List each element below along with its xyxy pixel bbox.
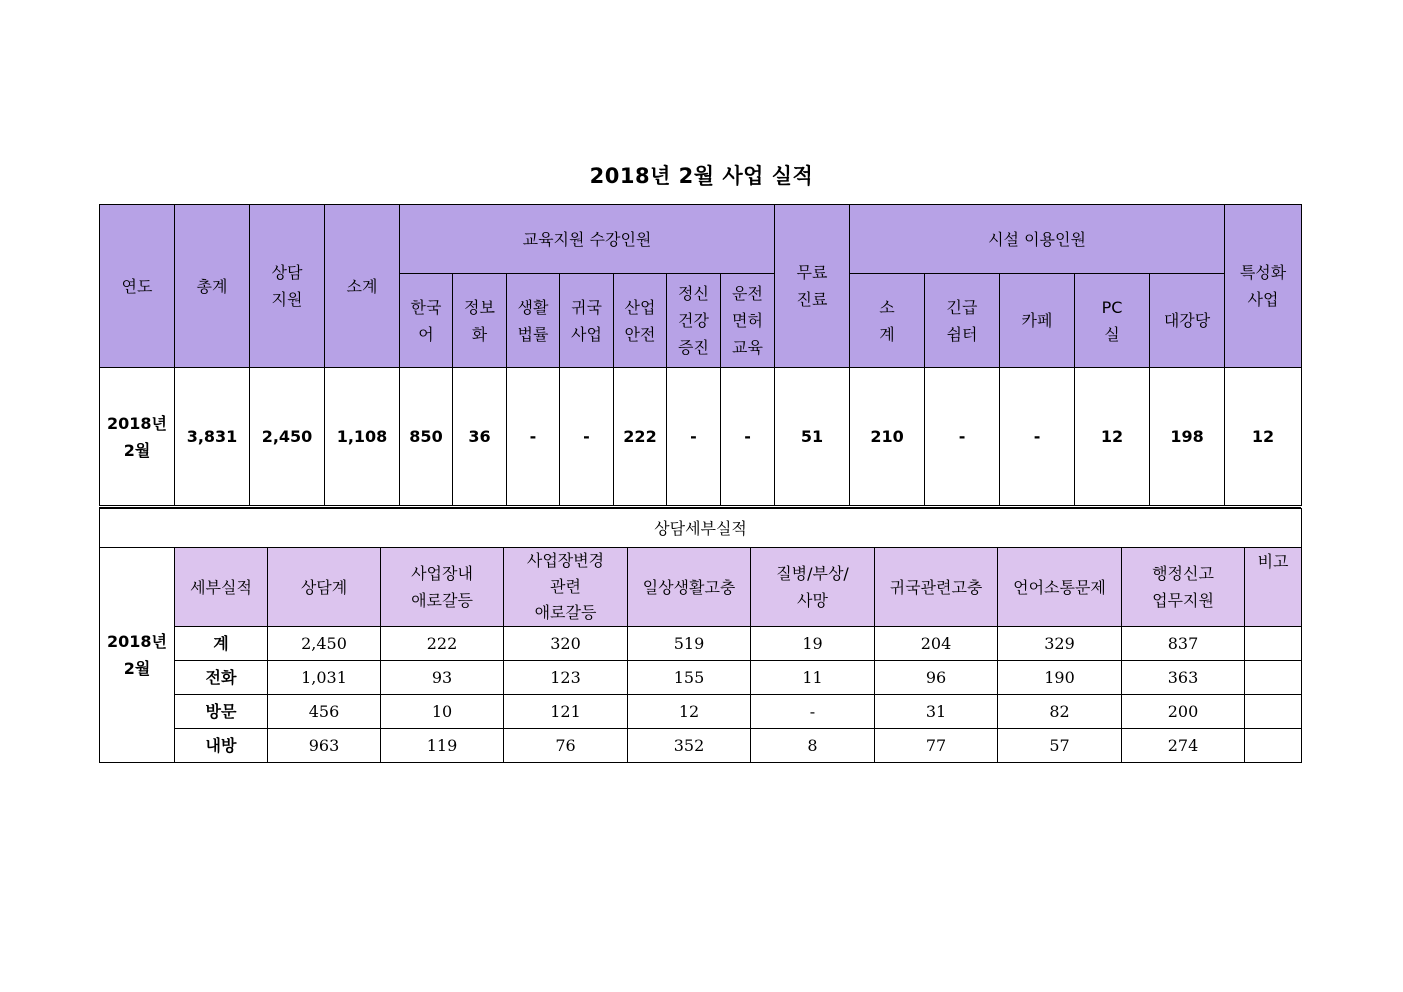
- detail-table: [99, 508, 1302, 763]
- detail-header-remarks: 비고: [1245, 548, 1302, 627]
- header-edu-group: 교육지원 수강인원: [400, 205, 775, 274]
- table-cell: 31: [875, 695, 998, 729]
- page-title: 2018년 2월 사업 실적: [589, 164, 814, 188]
- table-cell: 320: [504, 627, 628, 661]
- detail-header-counsel-total: 상담계: [268, 548, 381, 627]
- table-cell: 155: [628, 661, 751, 695]
- header-free-med: 무료 진료: [775, 205, 850, 368]
- header-counsel: 상담 지원: [250, 205, 325, 368]
- detail-header-language: 언어소통문제: [998, 548, 1122, 627]
- summary-data-row: [100, 368, 1302, 506]
- header-edu-law: 생활 법률: [507, 274, 560, 368]
- table-cell: 456: [268, 695, 381, 729]
- table-cell: 76: [504, 729, 628, 763]
- table-cell: 12: [628, 695, 751, 729]
- header-edu-mental: 정신 건강 증진: [667, 274, 721, 368]
- table-cell: 204: [875, 627, 998, 661]
- table-cell: 8: [751, 729, 875, 763]
- table-cell: 837: [1122, 627, 1245, 661]
- table-row: [100, 627, 1302, 661]
- detail-header-daily-life: 일상생활고충: [628, 548, 751, 627]
- cell-fac-pc: 12: [1075, 368, 1150, 506]
- table-cell: 123: [504, 661, 628, 695]
- table-cell: 93: [381, 661, 504, 695]
- table-cell: 11: [751, 661, 875, 695]
- header-fac-hall: 대강당: [1150, 274, 1225, 368]
- cell-fac-subtotal: 210: [850, 368, 925, 506]
- table-cell: 19: [751, 627, 875, 661]
- summary-table: [99, 204, 1302, 506]
- table-cell: 352: [628, 729, 751, 763]
- row-label: 계: [175, 627, 268, 661]
- table-cell: 77: [875, 729, 998, 763]
- table-cell: 119: [381, 729, 504, 763]
- table-cell: 1,031: [268, 661, 381, 695]
- table-cell: 2,450: [268, 627, 381, 661]
- table-row: [100, 695, 1302, 729]
- table-row: [100, 729, 1302, 763]
- cell-free-med: 51: [775, 368, 850, 506]
- table-cell: 82: [998, 695, 1122, 729]
- cell-edu-safety: 222: [614, 368, 667, 506]
- table-cell: 10: [381, 695, 504, 729]
- cell-fac-hall: 198: [1150, 368, 1225, 506]
- detail-header-workplace: 사업장내 애로갈등: [381, 548, 504, 627]
- header-total: 총계: [175, 205, 250, 368]
- cell-edu-driving: -: [721, 368, 775, 506]
- cell-fac-shelter: -: [925, 368, 1000, 506]
- header-edu-info: 정보 화: [453, 274, 507, 368]
- header-fac-shelter: 긴급 쉼터: [925, 274, 1000, 368]
- detail-header-workplace-change: 사업장변경 관련 애로갈등: [504, 548, 628, 627]
- table-cell: 121: [504, 695, 628, 729]
- table-cell: [1245, 695, 1302, 729]
- detail-header-illness: 질병/부상/ 사망: [751, 548, 875, 627]
- table-cell: 363: [1122, 661, 1245, 695]
- cell-edu-law: -: [507, 368, 560, 506]
- header-fac-subtotal: 소 계: [850, 274, 925, 368]
- header-fac-group: 시설 이용인원: [850, 205, 1225, 274]
- table-cell: 963: [268, 729, 381, 763]
- header-edu-driving: 운전 면허 교육: [721, 274, 775, 368]
- cell-special: 12: [1225, 368, 1302, 506]
- cell-total: 3,831: [175, 368, 250, 506]
- header-edu-return: 귀국 사업: [560, 274, 614, 368]
- cell-edu-return: -: [560, 368, 614, 506]
- cell-edu-mental: -: [667, 368, 721, 506]
- table-row: [100, 661, 1302, 695]
- cell-edu-info: 36: [453, 368, 507, 506]
- table-cell: 329: [998, 627, 1122, 661]
- header-subtotal: 소계: [325, 205, 400, 368]
- detail-header-admin: 행정신고 업무지원: [1122, 548, 1245, 627]
- detail-header-return: 귀국관련고충: [875, 548, 998, 627]
- table-cell: 222: [381, 627, 504, 661]
- cell-year: 2018년 2월: [100, 368, 175, 506]
- table-cell: 57: [998, 729, 1122, 763]
- header-edu-korean: 한국 어: [400, 274, 453, 368]
- table-cell: 519: [628, 627, 751, 661]
- header-fac-cafe: 카페: [1000, 274, 1075, 368]
- row-label: 전화: [175, 661, 268, 695]
- header-fac-pc: PC 실: [1075, 274, 1150, 368]
- cell-subtotal: 1,108: [325, 368, 400, 506]
- header-year: 연도: [100, 205, 175, 368]
- cell-counsel: 2,450: [250, 368, 325, 506]
- table-cell: 200: [1122, 695, 1245, 729]
- table-cell: 190: [998, 661, 1122, 695]
- row-label: 내방: [175, 729, 268, 763]
- table-cell: -: [751, 695, 875, 729]
- detail-header-category: 세부실적: [175, 548, 268, 627]
- table-cell: [1245, 729, 1302, 763]
- table-cell: 96: [875, 661, 998, 695]
- cell-fac-cafe: -: [1000, 368, 1075, 506]
- header-special: 특성화 사업: [1225, 205, 1302, 368]
- header-edu-safety: 산업 안전: [614, 274, 667, 368]
- detail-title: 상담세부실적: [100, 509, 1302, 548]
- detail-year: 2018년 2월: [100, 548, 175, 763]
- table-cell: 274: [1122, 729, 1245, 763]
- table-cell: [1245, 661, 1302, 695]
- row-label: 방문: [175, 695, 268, 729]
- cell-edu-korean: 850: [400, 368, 453, 506]
- table-cell: [1245, 627, 1302, 661]
